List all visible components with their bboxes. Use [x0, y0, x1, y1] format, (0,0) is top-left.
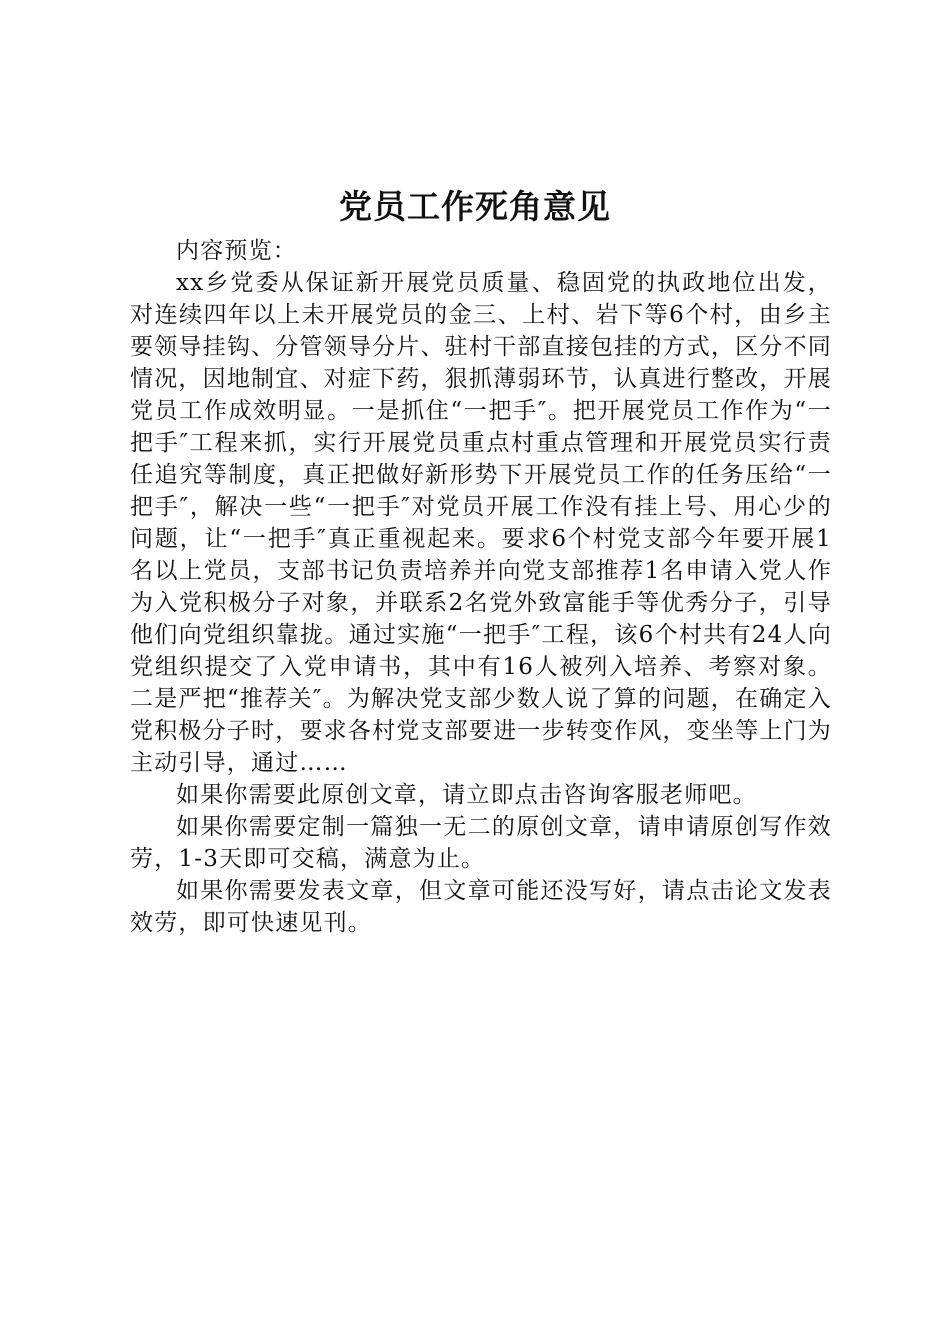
preview-label: 内容预览： — [176, 238, 297, 264]
publishing-paragraph: 如果你需要发表文章，但文章可能还没写好，请点击论文发表效劳，即可快速见刊。 — [130, 878, 832, 936]
document-body — [130, 235, 832, 939]
custom-writing-paragraph: 如果你需要定制一篇独一无二的原创文章，请申请原创写作效劳，1-3天即可交稿，满意为止。 — [130, 814, 832, 872]
document-title: 党员工作死角意见 — [339, 187, 611, 226]
main-paragraph: xx乡党委从保证新开展党员质量、稳固党的执政地位出发，对连续四年以上未开展党员的金三、上村、岩下等6个村，由乡主要领导挂钩、分管领导分片、驻村干部直接包挂的方式，区分不同情况，因地制宜、对症下药，狠抓薄弱环节，认真进行整改，开展党员工作成效明显。一是抓住“一把手″。把开展党员工作作为“一把手″工程来抓，实行开展党员重点村重点管理和开展党员实行责任追究等制度，真正把做好新形势下开展党员工作的任务压给“一把手″，解决一些“一把手″对党员开展工作没有挂上号、用心少的问题，让“一把手″真正重视起来。要求6个村党支部今年要开展1名以上党员，支部书记负责培养并向党支部推荐1名申请入党人作为入党积极分子对象，并联系2名党外致富能手等优秀分子，引导他们向党组织靠拢。通过实施“一把手″工程，该6个村共有24人向党组织提交了入党申请书，其中有16人被列入培养、考察对象。二是严把“推荐关″。为解决党支部少数人说了算的问题，在确定入党积极分子时，要求各村党支部要进一步转变作风，变坐等上门为主动引导，通过…… — [130, 270, 832, 776]
consult-paragraph: 如果你需要此原创文章，请立即点击咨询客服老师吧。 — [176, 782, 757, 808]
